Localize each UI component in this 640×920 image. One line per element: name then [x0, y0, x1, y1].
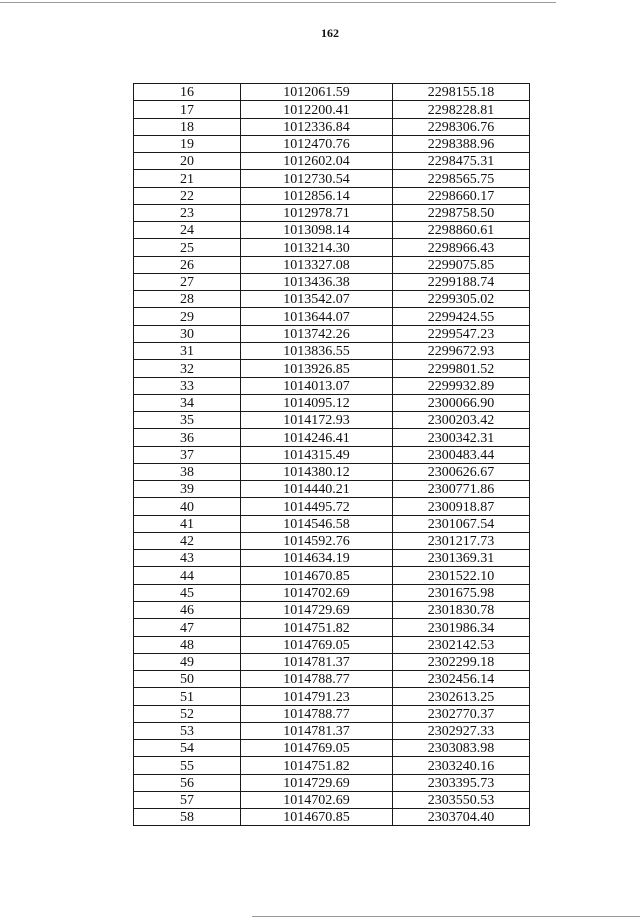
top-rule [0, 2, 556, 3]
y-coordinate-cell: 2301067.54 [393, 515, 530, 532]
table-row [134, 463, 530, 480]
y-coordinate-cell: 2298228.81 [393, 101, 530, 118]
table-row [134, 722, 530, 739]
y-coordinate-cell: 2300483.44 [393, 446, 530, 463]
x-coordinate-cell: 1014751.82 [241, 619, 393, 636]
table-row [134, 135, 530, 152]
y-coordinate-cell: 2298388.96 [393, 135, 530, 152]
y-coordinate-cell: 2303240.16 [393, 757, 530, 774]
table-row [134, 446, 530, 463]
y-coordinate-cell: 2299305.02 [393, 291, 530, 308]
point-number-cell: 54 [134, 740, 241, 757]
x-coordinate-cell: 1014769.05 [241, 636, 393, 653]
table-row [134, 671, 530, 688]
x-coordinate-cell: 1014751.82 [241, 757, 393, 774]
point-number-cell: 19 [134, 135, 241, 152]
table-row [134, 567, 530, 584]
y-coordinate-cell: 2298565.75 [393, 170, 530, 187]
y-coordinate-cell: 2300203.42 [393, 412, 530, 429]
table-row [134, 429, 530, 446]
y-coordinate-cell: 2298966.43 [393, 239, 530, 256]
point-number-cell: 23 [134, 204, 241, 221]
point-number-cell: 42 [134, 532, 241, 549]
x-coordinate-cell: 1013214.30 [241, 239, 393, 256]
table-row [134, 515, 530, 532]
point-number-cell: 50 [134, 671, 241, 688]
x-coordinate-cell: 1012730.54 [241, 170, 393, 187]
point-number-cell: 31 [134, 342, 241, 359]
x-coordinate-cell: 1012856.14 [241, 187, 393, 204]
x-coordinate-cell: 1014246.41 [241, 429, 393, 446]
table-row [134, 619, 530, 636]
table-row [134, 360, 530, 377]
table-row [134, 740, 530, 757]
y-coordinate-cell: 2298475.31 [393, 153, 530, 170]
point-number-cell: 16 [134, 84, 241, 101]
y-coordinate-cell: 2301675.98 [393, 584, 530, 601]
point-number-cell: 26 [134, 256, 241, 273]
x-coordinate-cell: 1014634.19 [241, 550, 393, 567]
y-coordinate-cell: 2301986.34 [393, 619, 530, 636]
y-coordinate-cell: 2302927.33 [393, 722, 530, 739]
coordinate-table-body [134, 84, 530, 826]
x-coordinate-cell: 1014380.12 [241, 463, 393, 480]
point-number-cell: 25 [134, 239, 241, 256]
point-number-cell: 53 [134, 722, 241, 739]
x-coordinate-cell: 1014781.37 [241, 722, 393, 739]
x-coordinate-cell: 1014781.37 [241, 653, 393, 670]
x-coordinate-cell: 1014315.49 [241, 446, 393, 463]
point-number-cell: 32 [134, 360, 241, 377]
table-row [134, 481, 530, 498]
x-coordinate-cell: 1013327.08 [241, 256, 393, 273]
table-row [134, 584, 530, 601]
point-number-cell: 48 [134, 636, 241, 653]
y-coordinate-cell: 2300918.87 [393, 498, 530, 515]
x-coordinate-cell: 1012470.76 [241, 135, 393, 152]
y-coordinate-cell: 2300626.67 [393, 463, 530, 480]
y-coordinate-cell: 2303083.98 [393, 740, 530, 757]
table-row [134, 118, 530, 135]
point-number-cell: 27 [134, 273, 241, 290]
table-row [134, 204, 530, 221]
table-row [134, 187, 530, 204]
table-row [134, 550, 530, 567]
x-coordinate-cell: 1013742.26 [241, 325, 393, 342]
point-number-cell: 22 [134, 187, 241, 204]
y-coordinate-cell: 2298155.18 [393, 84, 530, 101]
y-coordinate-cell: 2301217.73 [393, 532, 530, 549]
y-coordinate-cell: 2302456.14 [393, 671, 530, 688]
x-coordinate-cell: 1012061.59 [241, 84, 393, 101]
point-number-cell: 28 [134, 291, 241, 308]
y-coordinate-cell: 2303395.73 [393, 774, 530, 791]
y-coordinate-cell: 2302613.25 [393, 688, 530, 705]
page-number: 162 [321, 26, 339, 40]
y-coordinate-cell: 2298660.17 [393, 187, 530, 204]
point-number-cell: 52 [134, 705, 241, 722]
point-number-cell: 49 [134, 653, 241, 670]
y-coordinate-cell: 2302770.37 [393, 705, 530, 722]
x-coordinate-cell: 1013836.55 [241, 342, 393, 359]
table-row [134, 273, 530, 290]
x-coordinate-cell: 1013926.85 [241, 360, 393, 377]
point-number-cell: 38 [134, 463, 241, 480]
y-coordinate-cell: 2299188.74 [393, 273, 530, 290]
table-row [134, 256, 530, 273]
x-coordinate-cell: 1014592.76 [241, 532, 393, 549]
bottom-rule [252, 916, 640, 917]
point-number-cell: 20 [134, 153, 241, 170]
y-coordinate-cell: 2303704.40 [393, 809, 530, 826]
point-number-cell: 58 [134, 809, 241, 826]
table-row [134, 291, 530, 308]
point-number-cell: 35 [134, 412, 241, 429]
x-coordinate-cell: 1014670.85 [241, 567, 393, 584]
table-row [134, 757, 530, 774]
x-coordinate-cell: 1012336.84 [241, 118, 393, 135]
y-coordinate-cell: 2302299.18 [393, 653, 530, 670]
y-coordinate-cell: 2298306.76 [393, 118, 530, 135]
table-row [134, 705, 530, 722]
x-coordinate-cell: 1013644.07 [241, 308, 393, 325]
table-row [134, 532, 530, 549]
point-number-cell: 33 [134, 377, 241, 394]
table-row [134, 636, 530, 653]
x-coordinate-cell: 1014791.23 [241, 688, 393, 705]
y-coordinate-cell: 2298860.61 [393, 222, 530, 239]
point-number-cell: 34 [134, 394, 241, 411]
table-row [134, 412, 530, 429]
table-row [134, 84, 530, 101]
point-number-cell: 36 [134, 429, 241, 446]
x-coordinate-cell: 1014670.85 [241, 809, 393, 826]
y-coordinate-cell: 2299547.23 [393, 325, 530, 342]
table-row [134, 377, 530, 394]
x-coordinate-cell: 1013098.14 [241, 222, 393, 239]
x-coordinate-cell: 1014729.69 [241, 601, 393, 618]
table-row [134, 394, 530, 411]
x-coordinate-cell: 1012602.04 [241, 153, 393, 170]
table-row [134, 498, 530, 515]
point-number-cell: 37 [134, 446, 241, 463]
x-coordinate-cell: 1014440.21 [241, 481, 393, 498]
x-coordinate-cell: 1013542.07 [241, 291, 393, 308]
y-coordinate-cell: 2299801.52 [393, 360, 530, 377]
table-row [134, 342, 530, 359]
y-coordinate-cell: 2299075.85 [393, 256, 530, 273]
y-coordinate-cell: 2301369.31 [393, 550, 530, 567]
point-number-cell: 45 [134, 584, 241, 601]
x-coordinate-cell: 1013436.38 [241, 273, 393, 290]
point-number-cell: 18 [134, 118, 241, 135]
point-number-cell: 40 [134, 498, 241, 515]
table-row [134, 688, 530, 705]
table-row [134, 601, 530, 618]
table-row [134, 774, 530, 791]
x-coordinate-cell: 1014013.07 [241, 377, 393, 394]
table-row [134, 170, 530, 187]
x-coordinate-cell: 1012978.71 [241, 204, 393, 221]
point-number-cell: 30 [134, 325, 241, 342]
point-number-cell: 46 [134, 601, 241, 618]
y-coordinate-cell: 2298758.50 [393, 204, 530, 221]
point-number-cell: 55 [134, 757, 241, 774]
table-row [134, 308, 530, 325]
y-coordinate-cell: 2300771.86 [393, 481, 530, 498]
point-number-cell: 57 [134, 791, 241, 808]
point-number-cell: 43 [134, 550, 241, 567]
point-number-cell: 44 [134, 567, 241, 584]
point-number-cell: 17 [134, 101, 241, 118]
y-coordinate-cell: 2300066.90 [393, 394, 530, 411]
x-coordinate-cell: 1014546.58 [241, 515, 393, 532]
table-row [134, 325, 530, 342]
x-coordinate-cell: 1014769.05 [241, 740, 393, 757]
y-coordinate-cell: 2301830.78 [393, 601, 530, 618]
coordinate-table [133, 83, 530, 826]
x-coordinate-cell: 1014702.69 [241, 791, 393, 808]
y-coordinate-cell: 2299424.55 [393, 308, 530, 325]
table-row [134, 101, 530, 118]
x-coordinate-cell: 1014788.77 [241, 705, 393, 722]
table-row [134, 153, 530, 170]
x-coordinate-cell: 1014729.69 [241, 774, 393, 791]
table-row [134, 809, 530, 826]
table-row [134, 653, 530, 670]
x-coordinate-cell: 1014702.69 [241, 584, 393, 601]
y-coordinate-cell: 2302142.53 [393, 636, 530, 653]
point-number-cell: 56 [134, 774, 241, 791]
table-row [134, 791, 530, 808]
point-number-cell: 39 [134, 481, 241, 498]
point-number-cell: 29 [134, 308, 241, 325]
x-coordinate-cell: 1014788.77 [241, 671, 393, 688]
table-row [134, 222, 530, 239]
point-number-cell: 21 [134, 170, 241, 187]
point-number-cell: 41 [134, 515, 241, 532]
x-coordinate-cell: 1012200.41 [241, 101, 393, 118]
y-coordinate-cell: 2301522.10 [393, 567, 530, 584]
y-coordinate-cell: 2300342.31 [393, 429, 530, 446]
table-row [134, 239, 530, 256]
y-coordinate-cell: 2299932.89 [393, 377, 530, 394]
point-number-cell: 47 [134, 619, 241, 636]
y-coordinate-cell: 2303550.53 [393, 791, 530, 808]
x-coordinate-cell: 1014095.12 [241, 394, 393, 411]
point-number-cell: 51 [134, 688, 241, 705]
y-coordinate-cell: 2299672.93 [393, 342, 530, 359]
x-coordinate-cell: 1014172.93 [241, 412, 393, 429]
point-number-cell: 24 [134, 222, 241, 239]
x-coordinate-cell: 1014495.72 [241, 498, 393, 515]
